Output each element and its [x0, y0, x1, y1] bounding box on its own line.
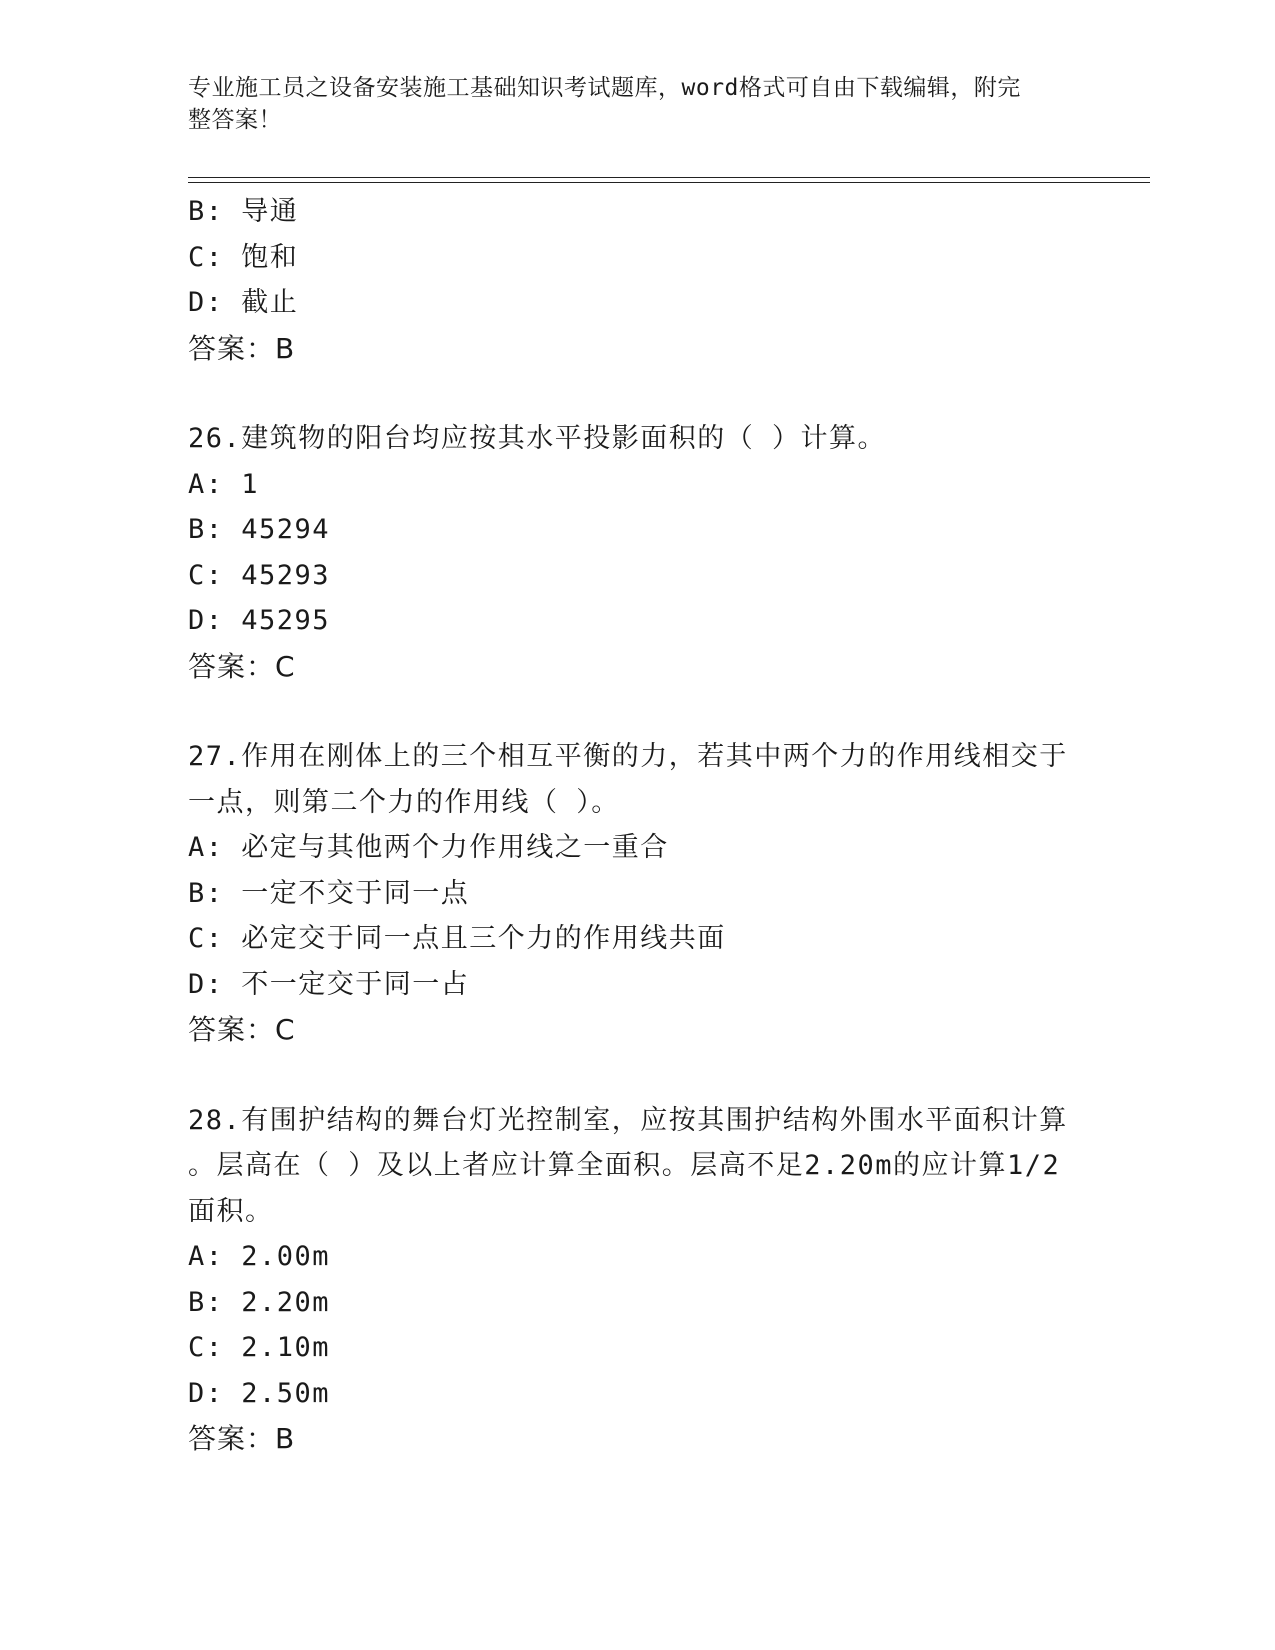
answer: 答案：C	[188, 649, 296, 683]
option-c: C: 必定交于同一点且三个力的作用线共面	[188, 923, 726, 954]
option-d: D: 不一定交于同一占	[188, 968, 470, 1000]
question-25-tail	[188, 189, 1088, 371]
question-list	[188, 189, 1088, 1462]
answer: 答案：C	[188, 1013, 296, 1046]
spacer	[188, 689, 1088, 734]
question-26	[188, 416, 1088, 689]
header-rule-top	[188, 177, 1150, 178]
question-text: 26.建筑物的阳台均应按其水平投影面积的（ ）计算。	[188, 423, 887, 454]
document-header	[188, 72, 1068, 136]
option-c: C: 饱和	[188, 241, 299, 273]
question-text-line-1: 27.作用在刚体上的三个相互平衡的力，若其中两个力的作用线相交于	[188, 741, 1068, 772]
option-b: B: 导通	[188, 196, 299, 227]
question-text-line-3: 面积。	[188, 1195, 274, 1227]
header-title-line-2: 整答案！	[188, 107, 282, 133]
answer: 答案：B	[188, 331, 296, 365]
option-b: B: 2.20m	[188, 1286, 331, 1318]
option-b: B: 45294	[188, 514, 331, 545]
option-c: C: 45293	[188, 559, 331, 591]
option-a: A: 必定与其他两个力作用线之一重合	[188, 832, 669, 863]
option-c: C: 2.10m	[188, 1332, 331, 1363]
option-a: A: 1	[188, 468, 260, 500]
question-text-line-1: 28.有围护结构的舞台灯光控制室，应按其围护结构外围水平面积计算	[188, 1104, 1068, 1136]
header-title-line-1: 专业施工员之设备安装施工基础知识考试题库，word格式可自由下载编辑，附完	[188, 75, 1021, 101]
question-text-line-2: 一点，则第二个力的作用线（ ）。	[188, 786, 620, 818]
answer: 答案：B	[188, 1422, 296, 1455]
option-d: D: 45295	[188, 605, 331, 636]
spacer	[188, 1053, 1088, 1098]
question-28	[188, 1098, 1088, 1462]
option-d: D: 2.50m	[188, 1377, 331, 1409]
header-rule-bottom	[188, 182, 1150, 183]
spacer	[188, 371, 1088, 416]
option-d: D: 截止	[188, 287, 299, 318]
option-a: A: 2.00m	[188, 1241, 331, 1272]
option-b: B: 一定不交于同一点	[188, 877, 470, 909]
question-27	[188, 734, 1088, 1053]
question-text-line-2: 。层高在（ ）及以上者应计算全面积。层高不足2.20m的应计算1/2	[188, 1150, 1061, 1181]
